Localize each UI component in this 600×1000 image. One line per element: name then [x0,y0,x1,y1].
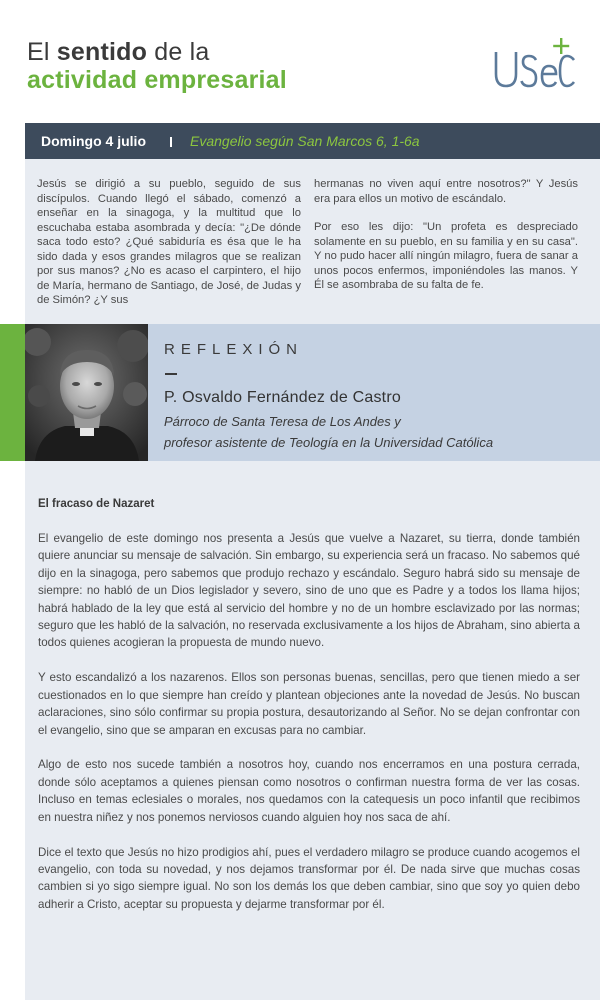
reflection-banner [0,324,600,461]
title-prefix: El [27,38,57,66]
article-paragraph: Algo de esto nos sucede también a nosotros hoy, cuando nos encerramos en una postura cerrada, donde sólo aceptamos a quienes piensan como nosotros o confirman nuestra forma de ver las cosas. Incluso en temas eclesiales o morales, nos quedamos con la catequesis un poco infantil que recibimos en nuestra niñez y nos ponemos nerviosos cuando alguien hoy nos saca de ahí. [38,758,580,824]
author-portrait-icon [25,324,148,461]
date-bar [25,123,600,159]
date-separator [170,137,172,147]
gospel-column-left [37,177,301,322]
date-label: Domingo 4 julio [41,133,146,149]
author-name: P. Osvaldo Fernández de Castro [164,389,401,406]
title-suffix: de la [147,38,210,66]
gospel-paragraph: hermanas no viven aquí entre nosotros?" Y Jesús era para ellos un motivo de escándalo. [314,178,578,205]
accent-strip [0,324,25,461]
article-title: El fracaso de Nazaret [38,498,155,510]
author-role-line2: profesor asistente de Teología en la Universidad Católica [164,435,494,450]
reflection-dash [165,373,177,375]
reflection-panel [148,324,600,461]
gospel-paragraph: Jesús se dirigió a su pueblo, seguido de sus discípulos. Cuando llegó el sábado, comenzó a enseñar en la sinagoga, y la multitud que lo escuchaba estaba asombrada y decía: "¿De dónde saca todo esto? ¿Qué sabiduría es ésa que le ha sido dada y esos grandes milagros que se realizan por sus manos? ¿No es acaso el carpintero, el hijo de María, hermano de Santiago, de José, de Judas y de Simón? ¿Y sus [37,178,301,306]
gospel-reference: Evangelio según San Marcos 6, 1-6a [190,133,420,149]
reflection-label: REFLEXIÓN [164,341,304,358]
page-title-line1 [27,38,209,67]
author-role-line1: Párroco de Santa Teresa de Los Andes y [164,414,401,429]
article-paragraph: El evangelio de este domingo nos presenta a Jesús que vuelve a Nazaret, su tierra, donde también quiere anunciar su mensaje de salvación. Sin embargo, su experiencia será un fracaso. No sabemos qué dijo en la sinagoga, pero sabemos que produjo rechazo y escándalo. Seguro habrá sido su mensaje de siempre: no habló de un Dios legislador y severo, sino de uno que es Padre y a todos los llama hijos; habrá hablado de la ley que está al servicio del hombre y no de un hombre esclavizado por las normas; seguro que les habló de la salvación, no reservada exclusivamente a los hijos de Abraham, sino abierta a todos quienes acogieran la propuesta de mundo nuevo. [38,532,580,650]
author-photo [25,324,148,461]
gospel-text-box [25,159,600,324]
article-paragraph: Y esto escandalizó a los nazarenos. Ellos son personas buenas, sencillas, pero que tienen miedo a ser cuestionados en lo que siempre han creído y plantean objeciones ante la novedad de Jesús. No buscan aclaraciones, sino sólo confirmar su propia postura, desautorizando al Señor. No se dejan confrontar con el evangelio, sino que se amparan en excusas para no cambiar. [38,671,580,737]
reflection-body [25,461,600,1000]
gospel-column-right [314,177,578,307]
article-text [38,530,580,931]
title-bold-word: sentido [56,38,148,66]
usec-logo-icon [494,34,580,96]
gospel-paragraph: Por eso les dijo: "Un profeta es despreciado solamente en su pueblo, en su familia y en su casa". Y no pudo hacer allí ningún milagro, fuera de sanar a unos pocos enfermos, imponiéndoles las manos. Y Él se asombraba de su falta de fe. [314,221,578,291]
article-paragraph: Dice el texto que Jesús no hizo prodigios ahí, pues el verdadero milagro se produce cuando acogemos el evangelio, con toda su novedad, y nos dejamos transformar por él. De nada sirve que muchas cosas cambien si yo sigo siempre igual. No son los demás los que deben cambiar, sino que soy yo quien debo adherir a Cristo, aceptar su propuesta y dejarme transformar por él. [38,845,580,911]
page-title-line2: actividad empresarial [27,66,287,94]
header [0,0,600,118]
